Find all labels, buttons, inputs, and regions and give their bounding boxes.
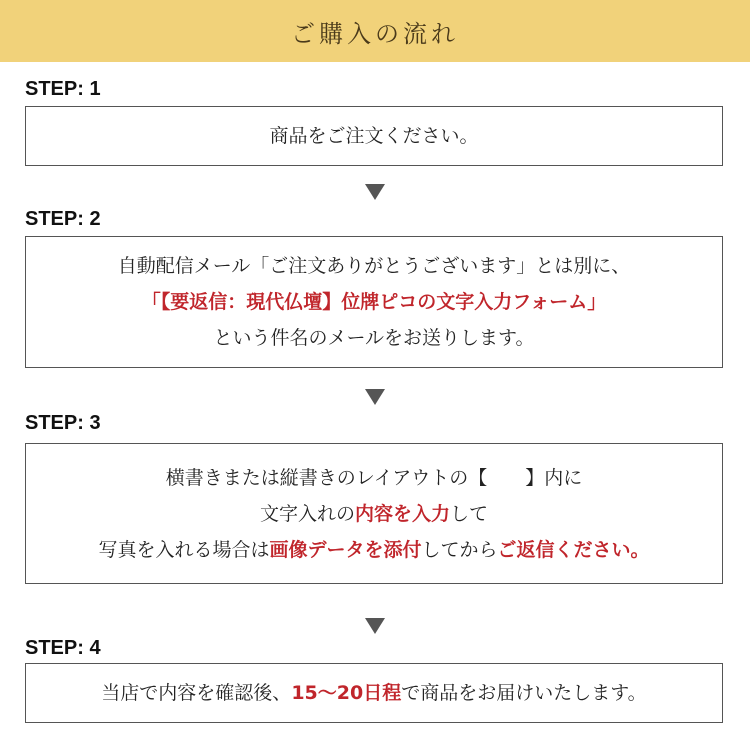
emphasis-text: 内容を入力: [354, 502, 450, 525]
step-3-line: [98, 532, 649, 568]
emphasis-text: 「【要返信：現代仏壇】位牌ピコの文字入力フォーム」: [141, 291, 607, 313]
step-3-label: STEP: 3: [25, 412, 101, 434]
body-text: 写真を入れる場合は: [98, 538, 270, 561]
step-4-label: STEP: 4: [25, 637, 101, 659]
body-text: 商品をご注文ください。: [269, 125, 479, 147]
down-triangle-icon: [365, 389, 385, 405]
step-3-line: [166, 460, 582, 496]
step-4-line: [101, 675, 646, 711]
down-triangle-icon: [365, 184, 385, 200]
step-2-line: [118, 248, 631, 284]
down-triangle-icon: [365, 618, 385, 634]
step-2-box: [25, 236, 723, 368]
body-text: 横書きまたは縦書きのレイアウトの【 】内に: [165, 466, 583, 489]
step-1-label: STEP: 1: [25, 78, 101, 100]
step-2-line: [213, 320, 534, 356]
body-text: 文字入れの: [259, 502, 355, 525]
page-title: ご購入の流れ: [291, 19, 459, 48]
step-3-box: [25, 443, 723, 584]
body-text: してから: [421, 538, 498, 561]
step-3-line: [260, 496, 488, 532]
step-4-box: [25, 663, 723, 723]
step-1-line: [269, 118, 478, 154]
step-1-box: [25, 106, 723, 166]
header-banner: [0, 0, 750, 62]
emphasis-text: 画像データを添付: [269, 538, 422, 561]
emphasis-text: ご返信ください。: [497, 538, 650, 561]
body-text: 当店で内容を確認後、: [101, 682, 292, 704]
body-text: して: [450, 502, 489, 525]
body-text: で商品をお届けいたします。: [401, 682, 647, 704]
body-text: 自動配信メール「ご注文ありがとうございます」とは別に、: [117, 255, 631, 277]
step-2-line: [142, 284, 607, 320]
emphasis-text: 15〜20日程: [291, 682, 402, 704]
step-2-label: STEP: 2: [25, 208, 101, 230]
body-text: という件名のメールをお送りします。: [213, 327, 535, 349]
